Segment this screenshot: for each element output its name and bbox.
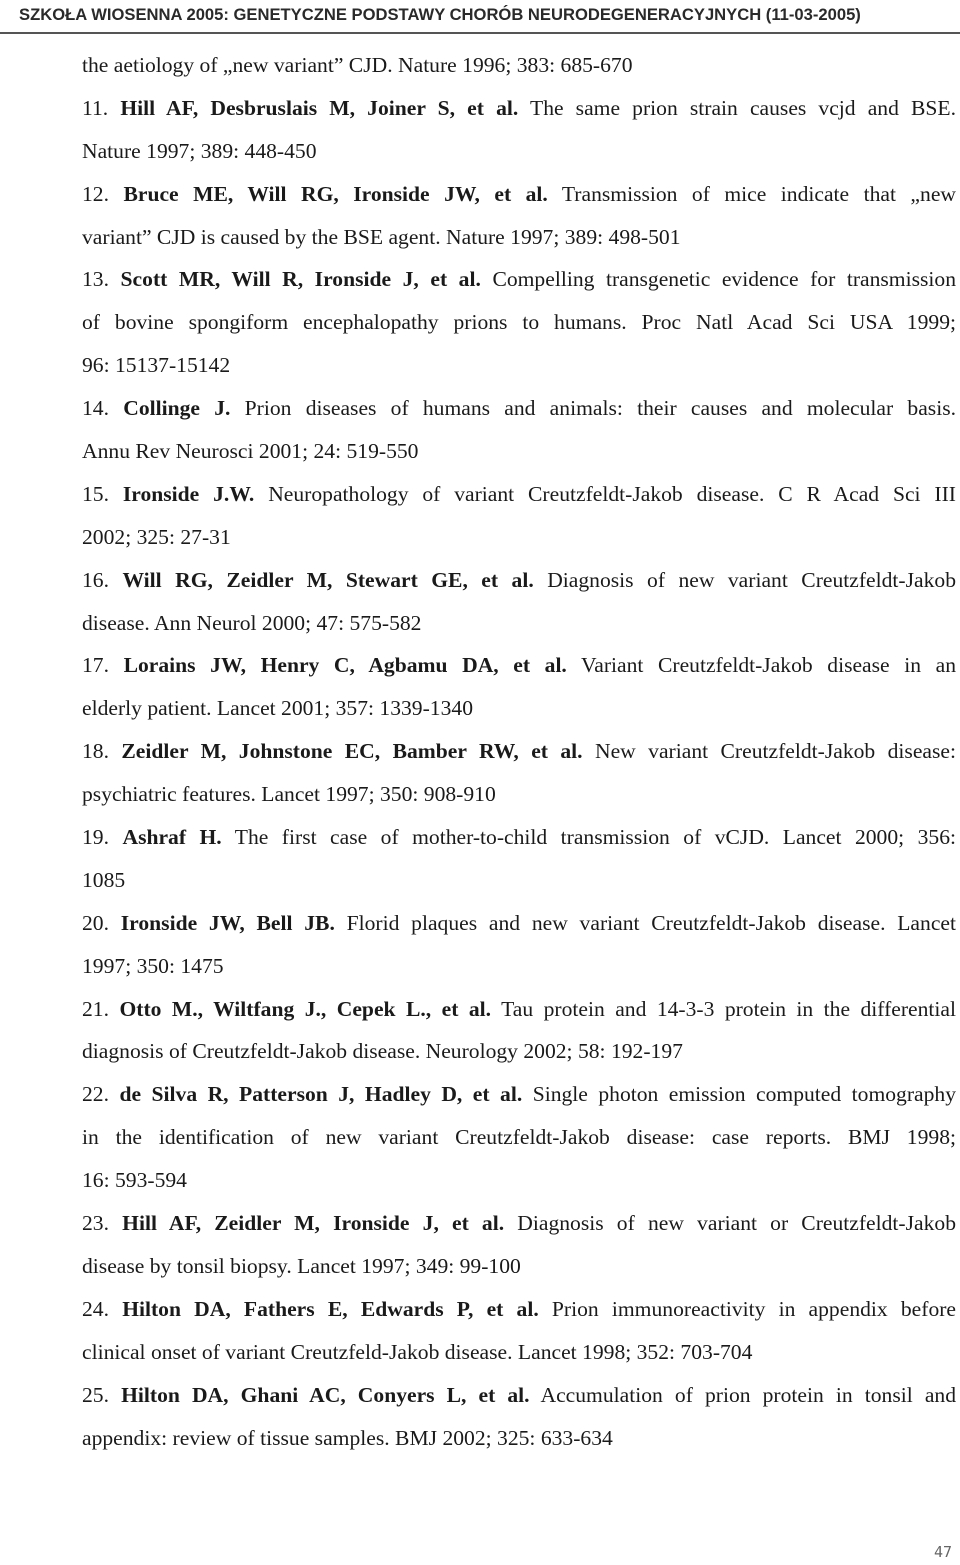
reference-authors: Scott MR, Will R, Ironside J, et al. (120, 267, 481, 292)
reference-first-line (82, 988, 956, 1031)
reference-text: Variant Creutzfeldt-Jakob disease in an (581, 653, 956, 678)
reference-text: Prion immunoreactivity in appendix before (551, 1296, 957, 1321)
reference-authors: de Silva R, Patterson J, Hadley D, et al. (119, 1082, 523, 1107)
reference-first-line (82, 559, 956, 602)
reference-item (82, 816, 956, 902)
reference-item (82, 988, 956, 1074)
reference-line: diagnosis of Creutzfeldt-Jakob disease. Neurology 2002; 58: 192-197 (82, 1039, 683, 1064)
reference-item (82, 1288, 956, 1374)
reference-text: Tau protein and 14-3-3 protein in the differential (501, 996, 957, 1021)
reference-authors: Otto M., Wiltfang J., Cepek L., et al. (119, 996, 492, 1021)
reference-number: 24. (82, 1296, 109, 1321)
reference-line: appendix: review of tissue samples. BMJ 2002; 325: 633-634 (82, 1425, 613, 1450)
reference-first-line (82, 173, 956, 216)
reference-number: 16. (82, 567, 109, 592)
reference-text: Single photon emission computed tomography (532, 1082, 956, 1107)
reference-line: variant” CJD is caused by the BSE agent. Nature 1997; 389: 498-501 (82, 224, 681, 249)
reference-line: disease by tonsil biopsy. Lancet 1997; 349: 99-100 (82, 1253, 521, 1278)
reference-text: New variant Creutzfeldt-Jakob disease: (594, 739, 956, 764)
reference-line: 16: 593-594 (82, 1168, 187, 1193)
reference-first-line (82, 473, 956, 516)
reference-line: 96: 15137-15142 (82, 353, 231, 378)
reference-number: 18. (82, 739, 109, 764)
reference-first-line (82, 1374, 956, 1417)
reference-line: Annu Rev Neurosci 2001; 24: 519-550 (82, 439, 419, 464)
reference-text: Diagnosis of new variant Creutzfeldt-Jakob (547, 567, 956, 592)
reference-authors: Ironside J.W. (122, 481, 255, 506)
reference-number: 17. (82, 653, 109, 678)
reference-number: 19. (82, 825, 109, 850)
reference-item (82, 87, 956, 173)
reference-text: Compelling transgenetic evidence for transmission (492, 267, 956, 292)
reference-item (82, 473, 956, 559)
reference-line: Nature 1997; 389: 448-450 (82, 138, 317, 163)
reference-item (82, 1073, 956, 1202)
reference-first-line (82, 387, 956, 430)
reference-number: 14. (82, 396, 109, 421)
reference-number: 20. (82, 910, 109, 935)
reference-text: The same prion strain causes vcjd and BSE. (530, 95, 957, 120)
reference-number: 21. (82, 996, 109, 1021)
reference-line: in the identification of new variant Creutzfeldt-Jakob disease: case reports. BMJ 1998; (82, 1125, 956, 1150)
reference-authors: Ironside JW, Bell JB. (120, 910, 335, 935)
reference-line: psychiatric features. Lancet 1997; 350: 908-910 (82, 782, 496, 807)
reference-first-line (82, 87, 956, 130)
reference-text: Transmission of mice indicate that „new (561, 181, 956, 206)
reference-item (82, 730, 956, 816)
reference-text: The first case of mother-to-child transmission of vCJD. Lancet 2000; 356: (234, 825, 956, 850)
reference-item (82, 644, 956, 730)
reference-first-line (82, 1202, 956, 1245)
reference-item (82, 387, 956, 473)
reference-list (82, 44, 956, 1459)
reference-text: Prion diseases of humans and animals: their causes and molecular basis. (244, 396, 956, 421)
reference-authors: Hilton DA, Fathers E, Edwards P, et al. (122, 1296, 539, 1321)
reference-text: Florid plaques and new variant Creutzfeldt-Jakob disease. Lancet (346, 910, 956, 935)
reference-line: clinical onset of variant Creutzfeld-Jakob disease. Lancet 1998; 352: 703-704 (82, 1339, 753, 1364)
reference-text: Neuropathology of variant Creutzfeldt-Jakob disease. C R Acad Sci III (268, 481, 956, 506)
reference-number: 12. (82, 181, 109, 206)
reference-first-line (82, 258, 956, 301)
header-title: SZKOŁA WIOSENNA 2005: GENETYCZNE PODSTAWY CHORÓB NEURODEGENERACYJNYCH (11-03-2005) (19, 5, 861, 24)
reference-continuation-line: the aetiology of „new variant” CJD. Nature 1996; 383: 685-670 (82, 53, 633, 77)
reference-item (82, 559, 956, 645)
reference-line: of bovine spongiform encephalopathy prions to humans. Proc Natl Acad Sci USA 1999; (82, 310, 956, 335)
reference-first-line (82, 644, 956, 687)
reference-number: 15. (82, 481, 109, 506)
reference-item (82, 1202, 956, 1288)
reference-number: 23. (82, 1211, 109, 1236)
reference-number: 25. (82, 1382, 109, 1407)
reference-number: 13. (82, 267, 109, 292)
reference-number: 22. (82, 1082, 109, 1107)
reference-line: 2002; 325: 27-31 (82, 524, 231, 549)
reference-authors: Hilton DA, Ghani AC, Conyers L, et al. (121, 1382, 530, 1407)
reference-item (82, 173, 956, 259)
reference-authors: Hill AF, Zeidler M, Ironside J, et al. (122, 1211, 505, 1236)
reference-text: Diagnosis of new variant or Creutzfeldt-Jakob (517, 1211, 956, 1236)
reference-authors: Lorains JW, Henry C, Agbamu DA, et al. (123, 653, 567, 678)
reference-authors: Ashraf H. (122, 825, 222, 850)
reference-item (82, 258, 956, 387)
reference-authors: Hill AF, Desbruslais M, Joiner S, et al. (120, 95, 519, 120)
reference-line: 1997; 350: 1475 (82, 953, 224, 978)
reference-authors: Will RG, Zeidler M, Stewart GE, et al. (122, 567, 534, 592)
reference-item (82, 902, 956, 988)
reference-text: Accumulation of prion protein in tonsil and (540, 1382, 956, 1407)
reference-first-line (82, 902, 956, 945)
reference-first-line (82, 1288, 956, 1331)
reference-first-line (82, 816, 956, 859)
running-header (0, 0, 960, 34)
reference-first-line (82, 1073, 956, 1116)
reference-authors: Zeidler M, Johnstone EC, Bamber RW, et al. (121, 739, 583, 764)
reference-first-line (82, 730, 956, 773)
reference-line: 1085 (82, 867, 126, 892)
page-number: 47 (933, 1543, 952, 1561)
reference-authors: Collinge J. (123, 396, 231, 421)
reference-item (82, 1374, 956, 1460)
reference-authors: Bruce ME, Will RG, Ironside JW, et al. (123, 181, 548, 206)
reference-line: elderly patient. Lancet 2001; 357: 1339-1340 (82, 696, 473, 721)
reference-number: 11. (82, 95, 109, 120)
reference-line: disease. Ann Neurol 2000; 47: 575-582 (82, 610, 422, 635)
